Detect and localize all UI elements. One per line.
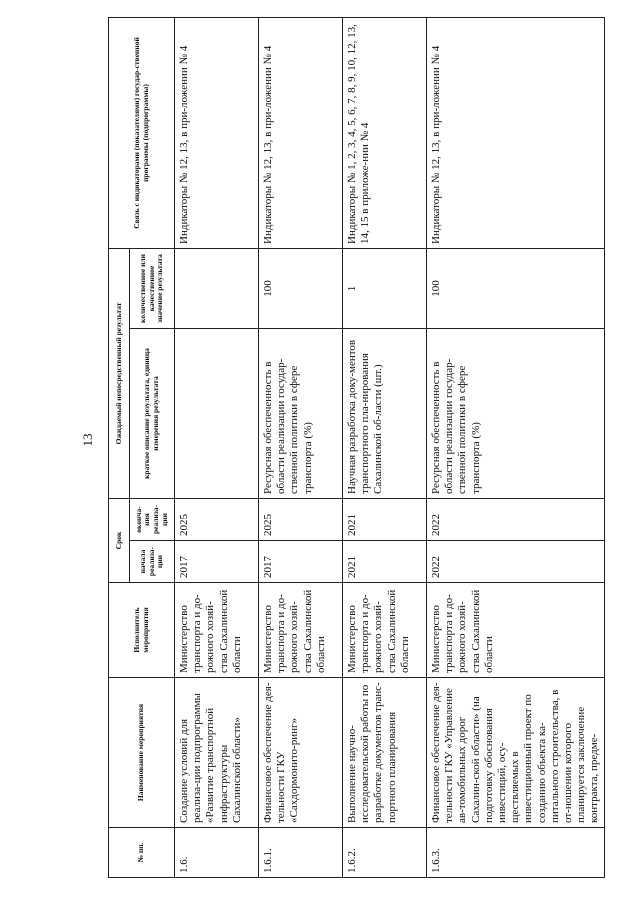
header-result-desc: краткое описание результата, единица измерения результата xyxy=(130,328,175,498)
row-executor: Министерство транспорта и до-рожного хозяй-ства Сахалинской области xyxy=(427,583,605,678)
row-link: Индикаторы № 12, 13, в при-ложении № 4 xyxy=(427,17,605,248)
row-name: Выполнение научно-исследовательской работы по разработке документов транс-портного планирования xyxy=(343,678,427,828)
row-num: 1.6.2. xyxy=(343,828,427,878)
row-value: 1 xyxy=(343,248,427,328)
header-num: № пп. xyxy=(109,828,175,878)
row-link: Индикаторы № 1, 2, 3, 4, 5, 6, 7, 8, 9, 10, 12, 13, 14, 15 в приложе-нии № 4 xyxy=(343,17,427,248)
table-row xyxy=(259,17,343,877)
row-value xyxy=(175,248,259,328)
row-name: Финансовое обеспечение дея-тельности ГКУ «Сахдормонито-ринг» xyxy=(259,678,343,828)
row-num: 1.6.3. xyxy=(427,828,605,878)
row-start: 2017 xyxy=(175,541,259,583)
header-result-value: количественное или качественное значение результата xyxy=(130,248,175,328)
row-desc xyxy=(175,328,259,498)
row-executor: Министерство транспорта и до-рожного хозяй-ства Сахалинской области xyxy=(175,583,259,678)
table-row xyxy=(343,17,427,877)
row-end: 2025 xyxy=(175,498,259,540)
row-desc: Научная разработка доку-ментов транспортного пла-нирования Сахалинской об-ласти (шт.) xyxy=(343,328,427,498)
row-name: Финансовое обеспечение дея-тельности ГКУ «Управление ав-томобильных дорог Сахалин-ской области» (на подготовку обоснования инвестиций, осу-ществляемых в инвестиционный проект по созданию объекта ка-питального строительства, в от-ношении которого планируется заключение контракта, предме- xyxy=(427,678,605,828)
row-value: 100 xyxy=(259,248,343,328)
header-link: Связь с индикаторами (показателями) государ-ственной программы (подпрограммы) xyxy=(109,17,175,248)
row-executor: Министерство транспорта и до-рожного хозяй-ства Сахалинской области xyxy=(259,583,343,678)
measures-table xyxy=(108,17,605,878)
row-start: 2021 xyxy=(343,541,427,583)
page-number: 13 xyxy=(80,433,95,447)
row-end: 2022 xyxy=(427,498,605,540)
row-link: Индикаторы № 12, 13, в при-ложении № 4 xyxy=(175,17,259,248)
row-desc: Ресурсная обеспеченность в области реализации государ-ственной политики в сфере транспорта (%) xyxy=(427,328,605,498)
header-executor: Исполнитель мероприятия xyxy=(109,583,175,678)
row-num: 1.6. xyxy=(175,828,259,878)
row-num: 1.6.1. xyxy=(259,828,343,878)
row-end: 2025 xyxy=(259,498,343,540)
row-executor: Министерство транспорта и до-рожного хозяй-ства Сахалинской области xyxy=(343,583,427,678)
row-value: 100 xyxy=(427,248,605,328)
row-start: 2022 xyxy=(427,541,605,583)
header-result: Ожидаемый непосредственный результат xyxy=(109,248,130,498)
row-link: Индикаторы № 12, 13, в при-ложении № 4 xyxy=(259,17,343,248)
row-name: Создание условий для реализа-ции подпрограммы «Развитие транспортной инфраструктуры Сахалинской области» xyxy=(175,678,259,828)
row-desc: Ресурсная обеспеченность в области реализации государ-ственной политики в сфере транспорта (%) xyxy=(259,328,343,498)
header-term: Срок xyxy=(109,498,130,582)
rotated-table-wrapper xyxy=(108,18,601,878)
header-term-start: начала реализа-ции xyxy=(130,541,175,583)
header-name: Наименование мероприятия xyxy=(109,678,175,828)
header-term-end: оконча-ния реализа-ции xyxy=(130,498,175,540)
table-row xyxy=(175,17,259,877)
table-row xyxy=(427,17,605,877)
row-end: 2021 xyxy=(343,498,427,540)
header-row-top xyxy=(109,17,130,877)
row-start: 2017 xyxy=(259,541,343,583)
